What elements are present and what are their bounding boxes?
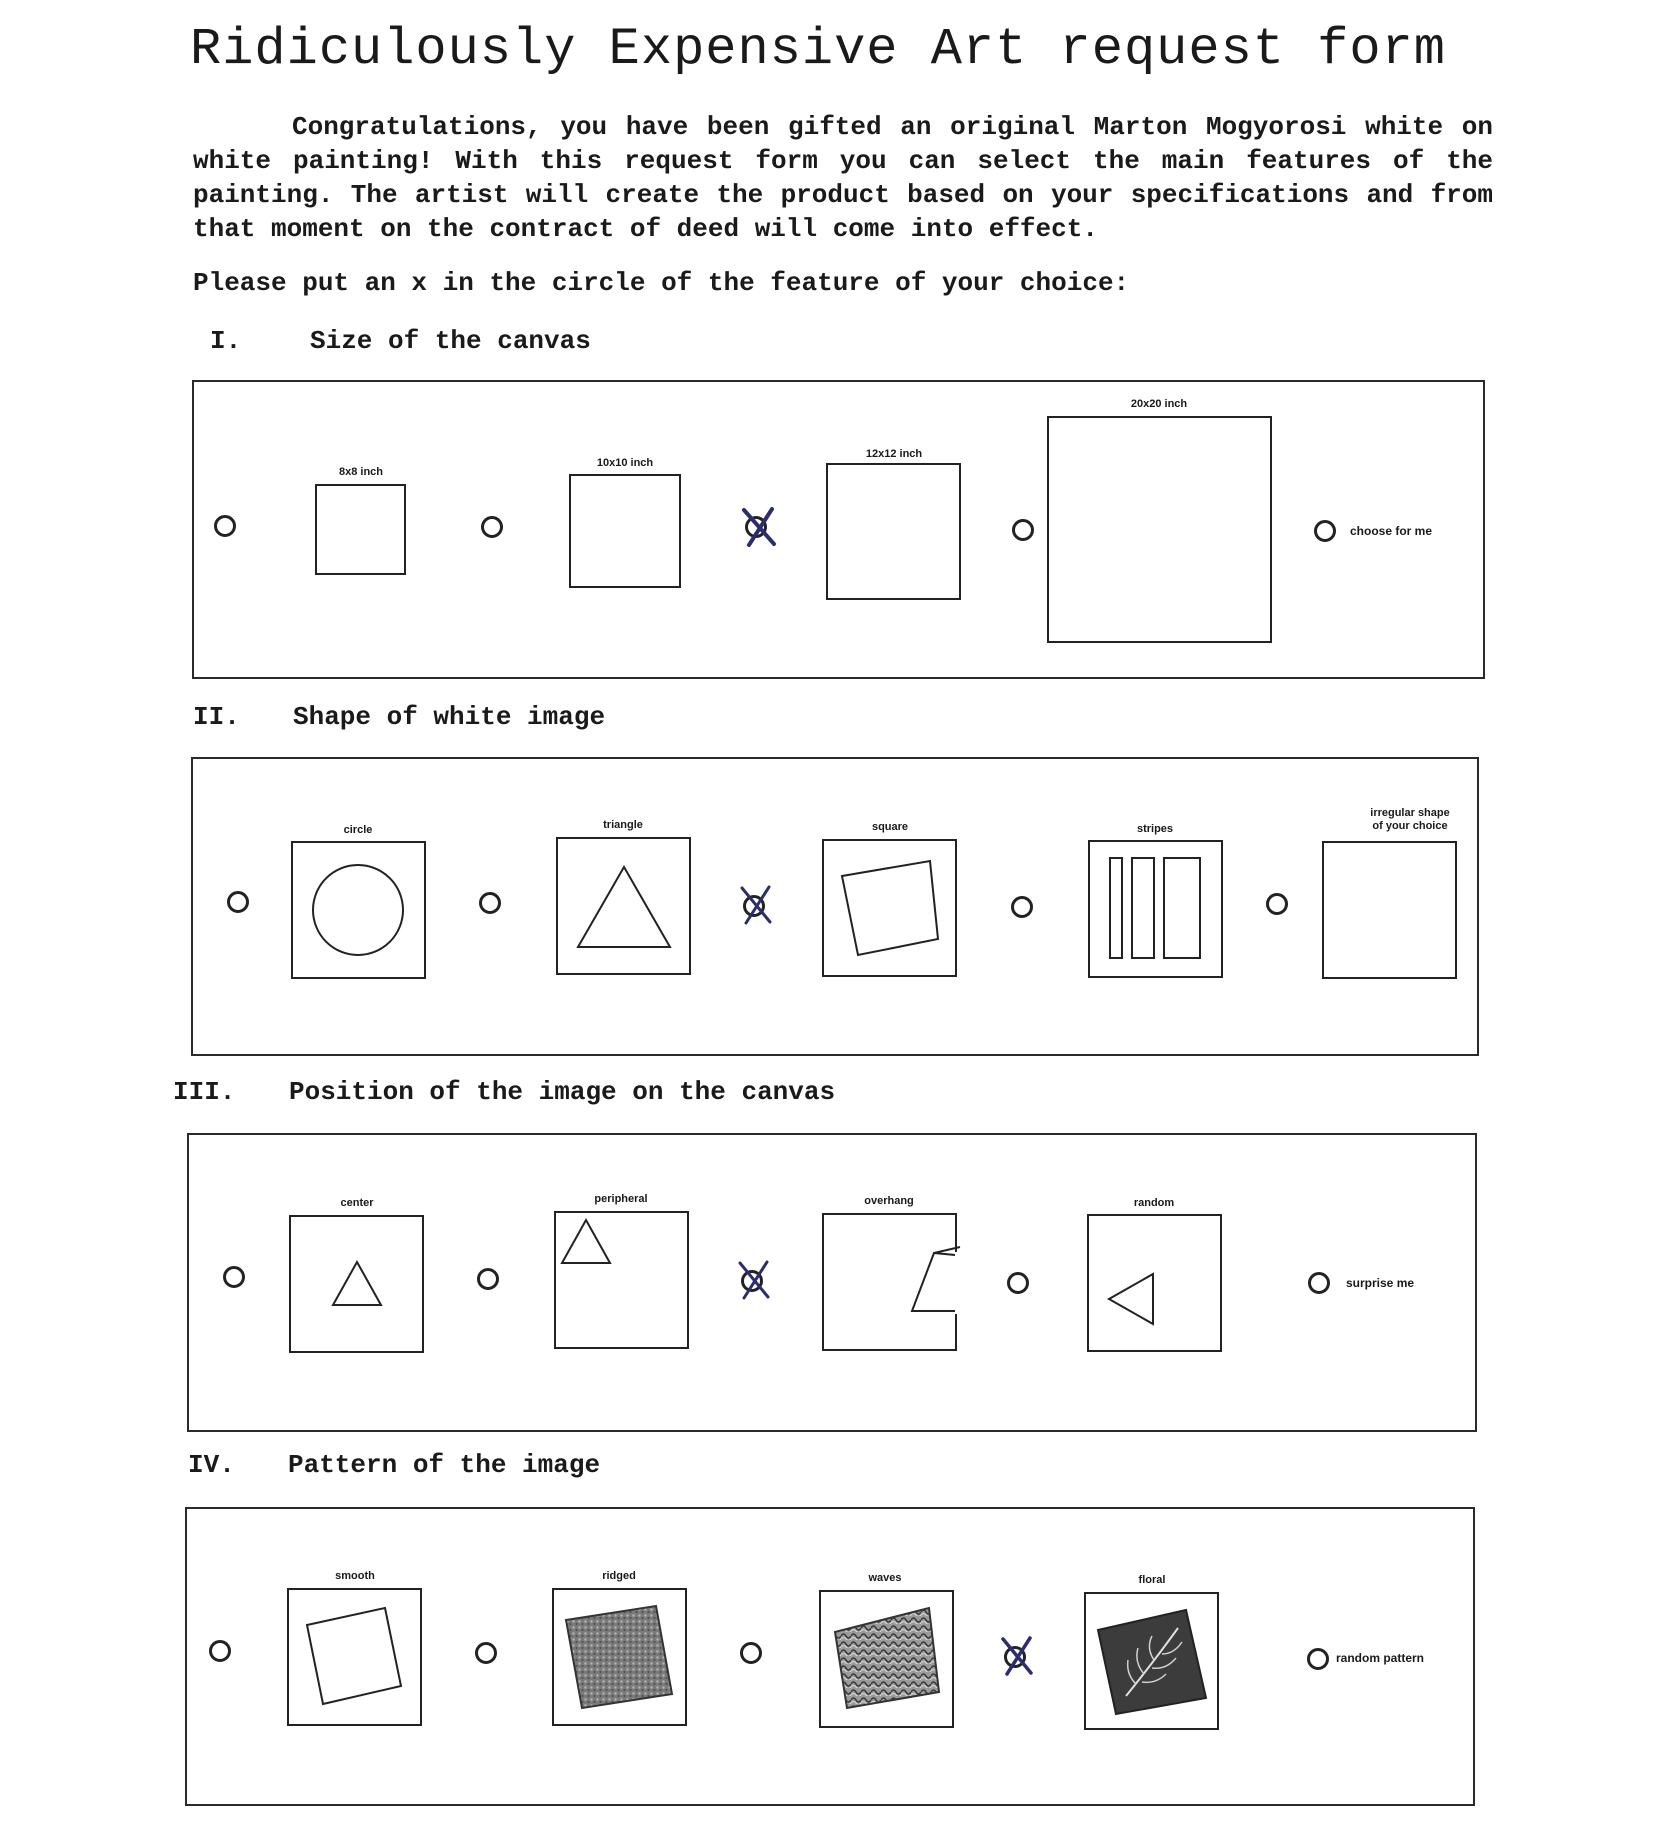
option-label: overhang xyxy=(864,1195,914,1207)
radio-choose-for-me[interactable] xyxy=(1314,520,1336,542)
option-label: surprise me xyxy=(1346,1276,1415,1290)
option-label: floral xyxy=(1138,1574,1166,1586)
section-heading-pattern xyxy=(188,1450,600,1480)
option-label: 12x12 inch xyxy=(865,448,923,460)
radio-center[interactable] xyxy=(223,1266,245,1288)
radio-random-pattern[interactable] xyxy=(1307,1648,1329,1670)
instruction-text: Please put an x in the circle of the feature of your choice: xyxy=(193,268,1130,298)
panel-image-position xyxy=(187,1133,1477,1432)
smooth-texture-icon xyxy=(287,1588,422,1726)
section-title: Pattern of the image xyxy=(288,1450,601,1480)
ridged-texture-icon xyxy=(552,1588,687,1726)
option-label: waves xyxy=(868,1572,902,1584)
triangle-shape-icon xyxy=(556,837,691,975)
section-numeral: III. xyxy=(173,1077,236,1107)
tilted-square-shape-icon xyxy=(822,839,957,977)
blank-canvas-icon xyxy=(1322,841,1457,979)
option-label: irregular shape of your choice xyxy=(1370,807,1450,832)
centered-triangle-icon xyxy=(289,1215,424,1353)
section-heading-size xyxy=(210,326,591,356)
radio-triangle[interactable] xyxy=(479,892,501,914)
form-title: Ridiculously Expensive Art request form xyxy=(190,20,1446,79)
radio-20x20[interactable] xyxy=(1012,519,1034,541)
option-label: random pattern xyxy=(1336,1651,1425,1665)
radio-ridged[interactable] xyxy=(475,1642,497,1664)
circle-shape-icon xyxy=(291,841,426,979)
option-label: stripes xyxy=(1136,823,1174,835)
section-title: Shape of white image xyxy=(293,702,606,732)
radio-smooth[interactable] xyxy=(209,1640,231,1662)
option-label: smooth xyxy=(335,1570,375,1582)
radio-surprise-me[interactable] xyxy=(1308,1272,1330,1294)
canvas-10x10-icon xyxy=(569,474,681,588)
option-label: 8x8 inch xyxy=(338,466,384,478)
radio-10x10[interactable] xyxy=(481,516,503,538)
rotated-triangle-icon xyxy=(1087,1214,1222,1352)
corner-triangle-icon xyxy=(554,1211,689,1349)
option-label: triangle xyxy=(603,819,643,831)
section-numeral: I. xyxy=(210,326,242,356)
checked-x-mark-icon xyxy=(739,886,773,924)
section-title: Position of the image on the canvas xyxy=(289,1077,836,1107)
radio-peripheral[interactable] xyxy=(477,1268,499,1290)
canvas-12x12-icon xyxy=(826,463,961,600)
checked-x-mark-icon xyxy=(737,1261,771,1299)
section-heading-position xyxy=(173,1077,835,1107)
panel-image-shape xyxy=(191,757,1479,1056)
option-label: choose for me xyxy=(1350,524,1433,538)
section-numeral: IV. xyxy=(188,1450,235,1480)
floral-texture-icon xyxy=(1084,1592,1219,1730)
canvas-8x8-icon xyxy=(315,484,406,575)
option-label: square xyxy=(871,821,909,833)
panel-image-pattern xyxy=(185,1507,1475,1806)
intro-paragraph: Congratulations, you have been gifted an original Marton Mogyorosi white on white painting! With this request form you can select the main features of the painting. The artist will create the product based on your specifications and from that moment on the contract of deed will come into effect. xyxy=(193,112,1493,244)
radio-circle[interactable] xyxy=(227,891,249,913)
option-label: random xyxy=(1133,1197,1175,1209)
radio-stripes[interactable] xyxy=(1011,896,1033,918)
panel-canvas-size xyxy=(192,380,1485,679)
option-label: 10x10 inch xyxy=(596,457,654,469)
radio-random[interactable] xyxy=(1007,1272,1029,1294)
stripes-shape-icon xyxy=(1088,840,1223,978)
option-label: ridged xyxy=(602,1570,636,1582)
section-heading-shape xyxy=(193,702,605,732)
radio-waves[interactable] xyxy=(740,1642,762,1664)
option-label: circle xyxy=(343,824,373,836)
checked-x-mark-icon xyxy=(741,508,777,546)
overhanging-triangle-icon xyxy=(822,1213,957,1351)
radio-irregular[interactable] xyxy=(1266,893,1288,915)
option-label: 20x20 inch xyxy=(1130,398,1188,410)
section-numeral: II. xyxy=(193,702,240,732)
canvas-20x20-icon xyxy=(1047,416,1272,643)
section-title: Size of the canvas xyxy=(310,326,591,356)
checked-x-mark-icon xyxy=(1000,1637,1034,1675)
waves-texture-icon xyxy=(819,1590,954,1728)
radio-8x8[interactable] xyxy=(214,515,236,537)
option-label: peripheral xyxy=(594,1193,648,1205)
option-label: center xyxy=(340,1197,374,1209)
